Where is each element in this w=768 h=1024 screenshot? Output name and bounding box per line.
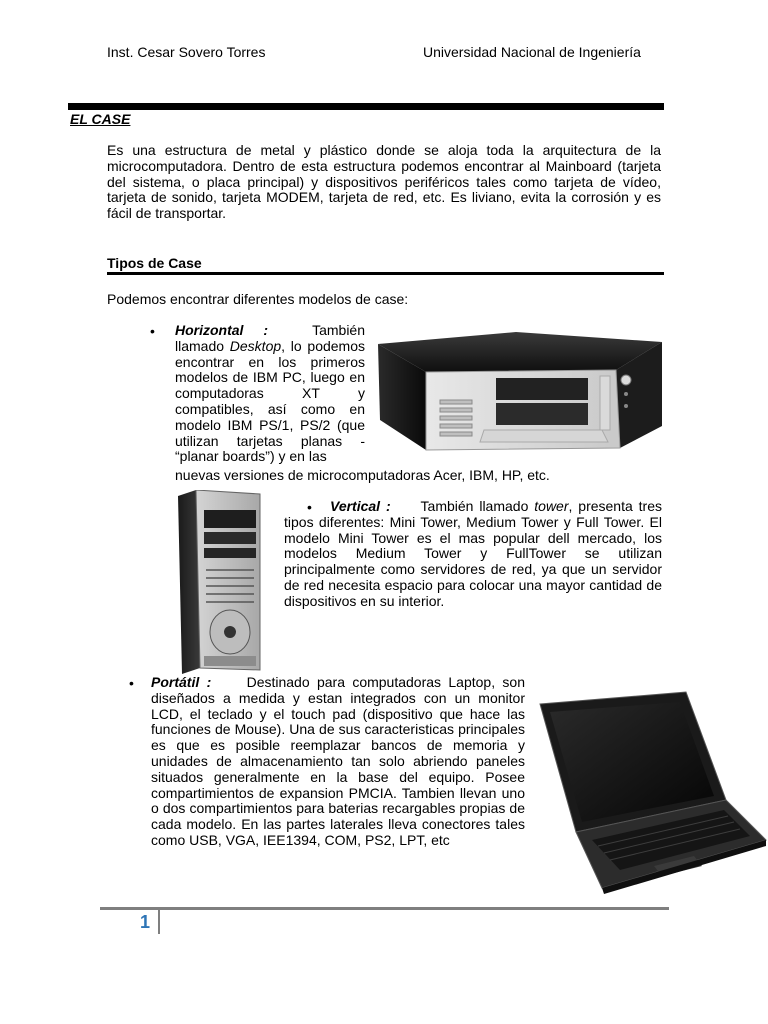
section-rule — [68, 103, 664, 110]
vertical-term: Vertical : — [330, 498, 391, 514]
portatil-text — [151, 675, 525, 849]
footer-rule — [100, 907, 669, 910]
subsection-intro: Podemos encontrar diferentes modelos de case: — [107, 291, 409, 307]
bullet-icon: • — [150, 323, 155, 339]
desktop-case-image — [376, 330, 666, 458]
vertical-rest: , presenta tres tipos diferentes: Mini Tower, Medium Tower y Full Tower. El modelo Mini Tower es el mas popular dell mercado, los modelos Medium Tower y FullTower se utilizan principalmente como servidores de red, ya que un servidor de red necesita espacio para colocar una mayor cantidad de dispositivos en su interior. — [284, 498, 662, 609]
header-institution: Universidad Nacional de Ingeniería — [423, 44, 641, 60]
horizontal-text — [175, 323, 365, 465]
subsection-rule — [107, 272, 664, 275]
vertical-emph: tower — [534, 498, 569, 514]
tower-case-image — [174, 490, 264, 675]
section-title: EL CASE — [70, 111, 131, 127]
bullet-icon: • — [129, 675, 134, 691]
header-author: Inst. Cesar Sovero Torres — [107, 44, 266, 60]
subsection-title: Tipos de Case — [107, 255, 202, 271]
laptop-image — [536, 690, 768, 895]
vertical-text — [284, 499, 662, 610]
portatil-rest: Destinado para computadoras Laptop, son diseñados a medida y estan integrados con un monitor LCD, el teclado y el touch pad (dispositivo que hace las funciones de Mouse). Una de sus caracteristicas principales es que es posible reemplazar bancos de memoria y unidades de almacenamiento tan solo abriendo paneles situados generalmente en la base del equipo. Posee compartimientos de expansion PMCIA. Tambien llevan uno o dos compartimientos para baterias recargables propias de cada modelo. En las partes laterales lleva conectores tales como USB, VGA, IEE1394, COM, PS2, LPT, etc — [151, 674, 525, 848]
horizontal-term: Horizontal : — [175, 322, 269, 338]
bullet-icon: • — [307, 499, 312, 515]
horizontal-lead: También llamado — [175, 322, 365, 354]
horizontal-rest: , lo podemos encontrar en los primeros modelos de IBM PC, luego en computadoras XT y compatibles, así como en modelo IBM PS/1, PS/2 (que utilizan tarjetas planas - “planar boards”) y en las — [175, 337, 365, 465]
intro-paragraph: Es una estructura de metal y plástico donde se aloja toda la arquitectura de la microcomputadora. Dentro de esta estructura podemos encontrar al Mainboard (tarjeta del sistema, o placa principal) y dispositivos periféricos tales como tarjeta de vídeo, tarjeta de sonido, tarjeta MODEM, tarjeta de red, etc. Es liviano, evita la corrosión y es fácil de transportar. — [107, 142, 661, 222]
portatil-term: Portátil : — [151, 674, 212, 690]
horizontal-emph: Desktop — [229, 337, 282, 354]
horizontal-rest-bottom: nuevas versiones de microcomputadoras Acer, IBM, HP, etc. — [175, 467, 550, 483]
page-number: 1 — [140, 912, 151, 932]
vertical-lead: También llamado — [420, 498, 535, 514]
footer-divider — [158, 907, 160, 934]
